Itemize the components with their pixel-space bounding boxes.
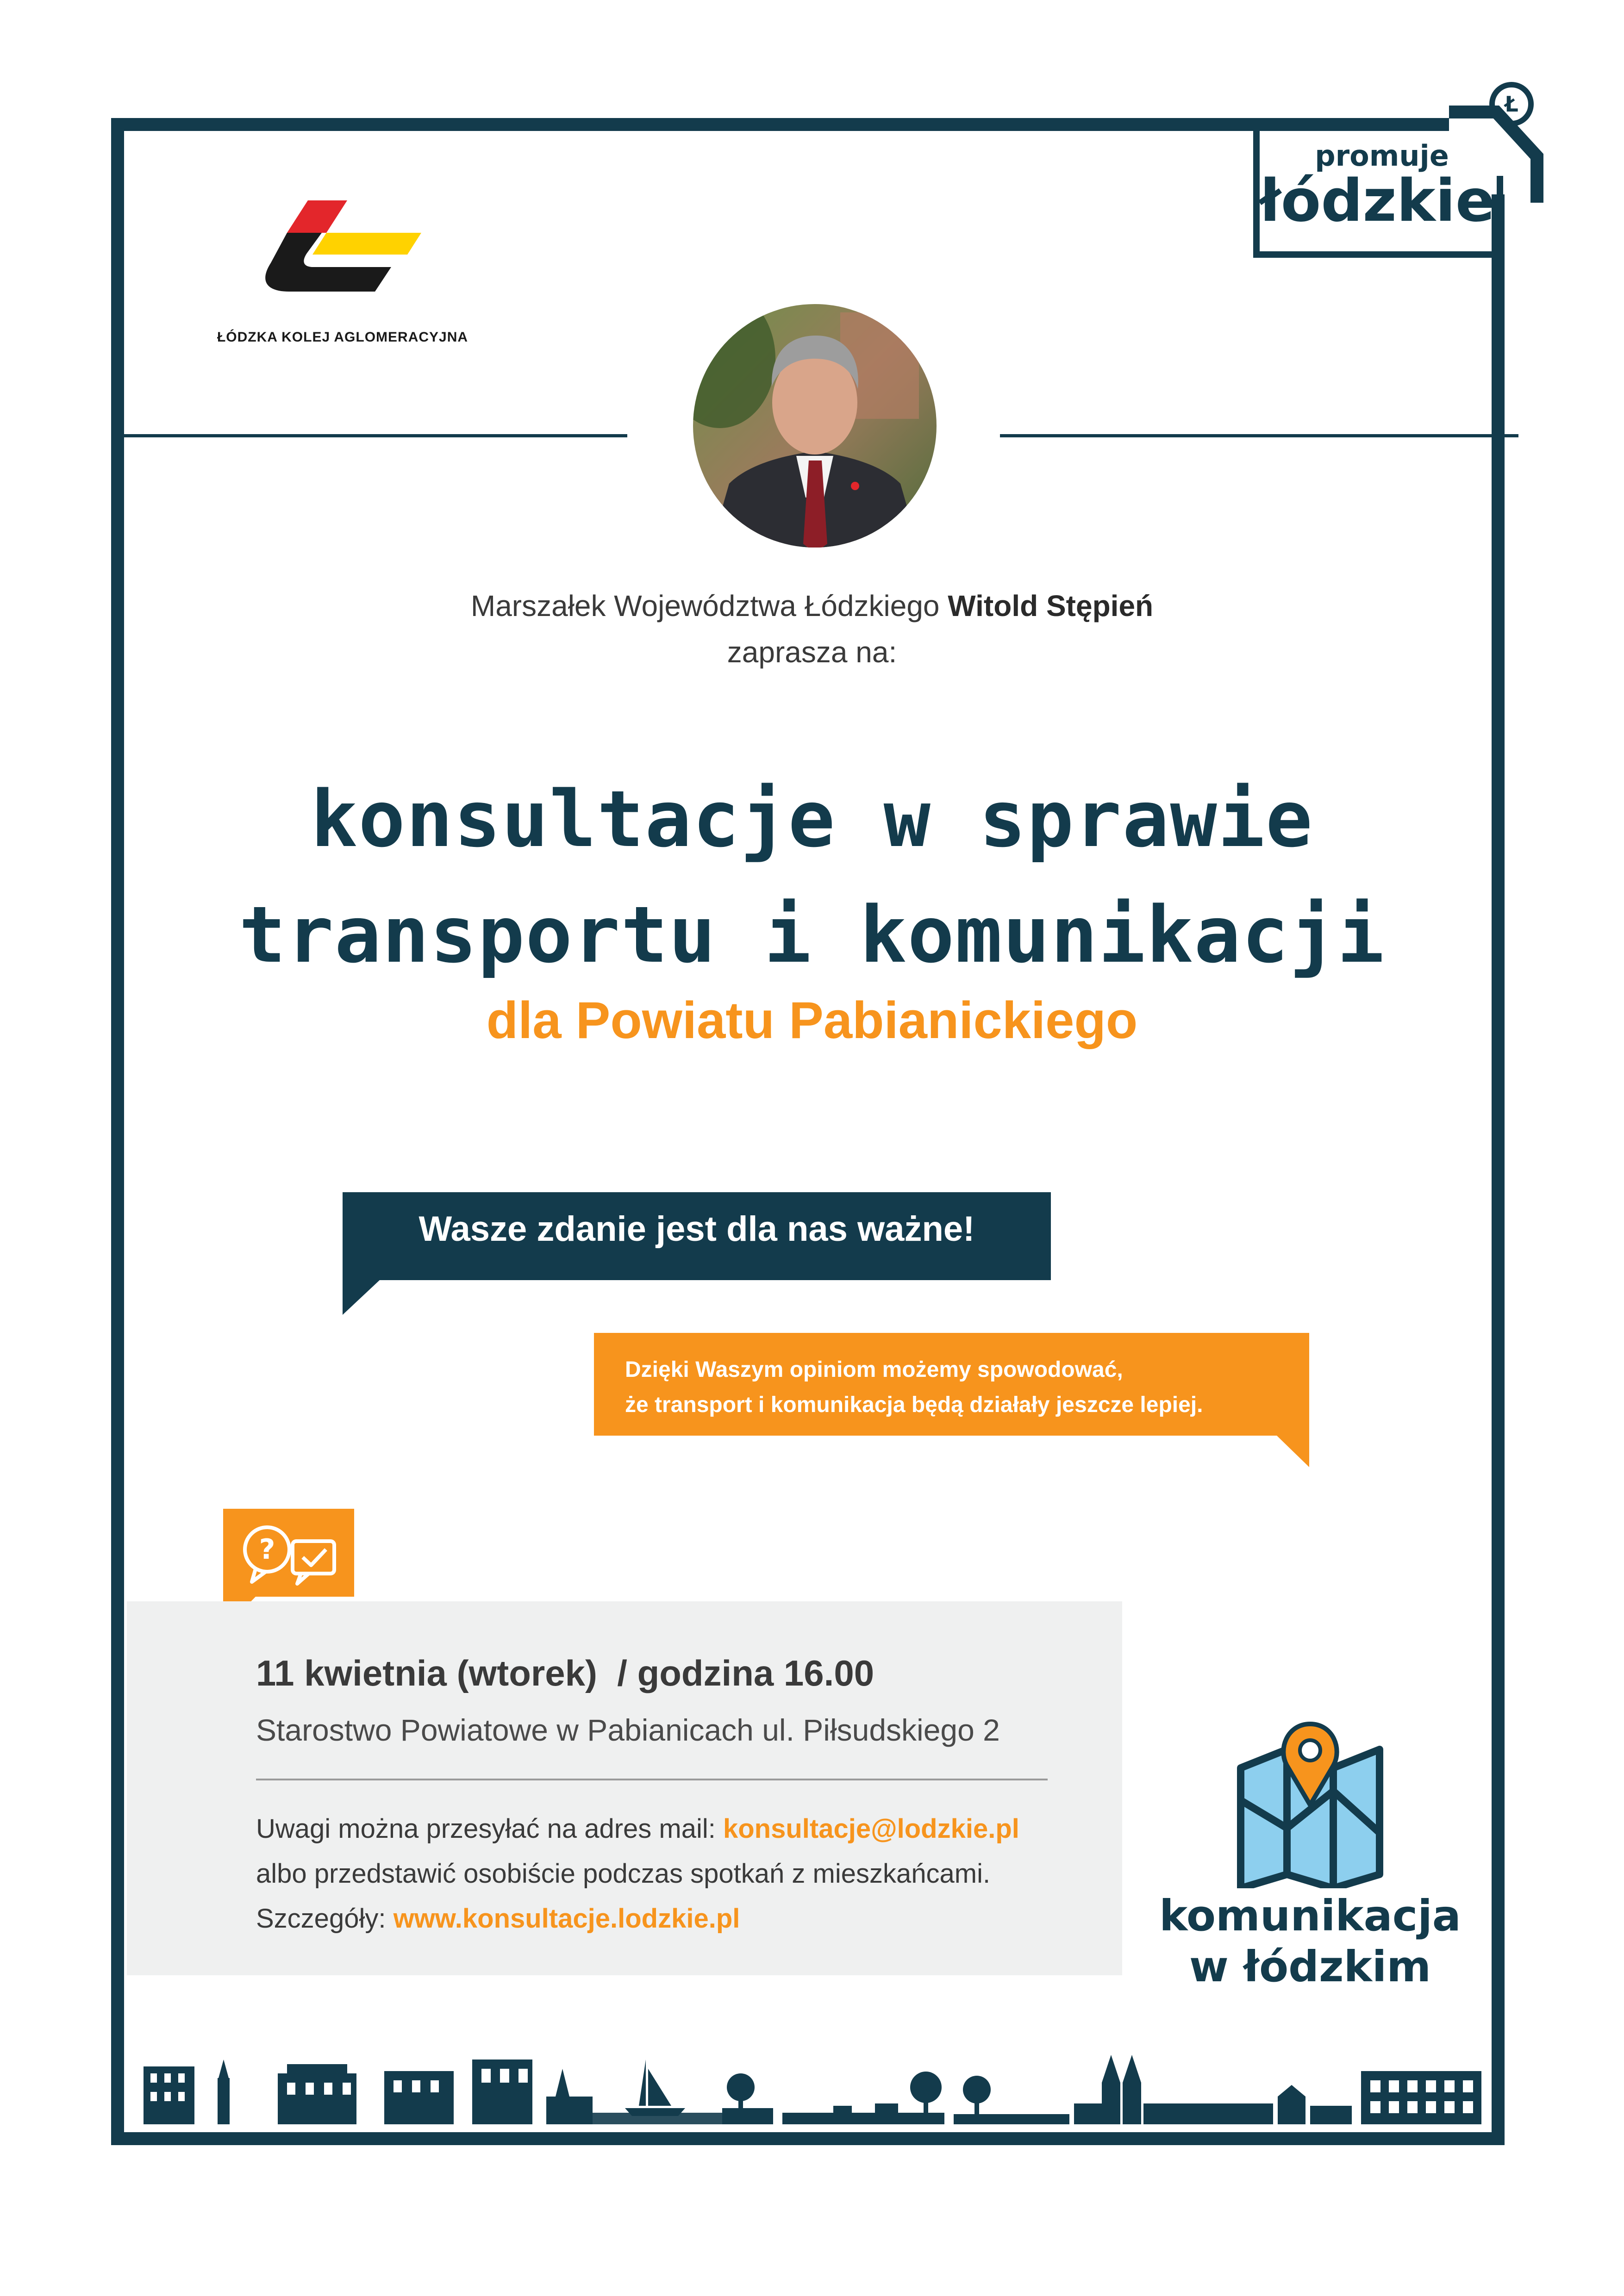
orange-bubble-text — [625, 1352, 1301, 1423]
intro-title: Marszałek Województwa Łódzkiego — [470, 589, 940, 622]
svg-text:?: ? — [259, 1533, 275, 1566]
details-line — [256, 1903, 1117, 1934]
komunikacja-line2: w łódzkim — [1189, 1942, 1431, 1991]
event-date: 11 kwietnia (wtorek) / godzina 16.00 — [256, 1653, 874, 1693]
portrait-photo — [692, 303, 937, 548]
city-skyline-icon — [139, 2027, 1491, 2134]
details-label: Szczegóły: — [256, 1904, 394, 1934]
promuje-label: promuje — [1315, 139, 1449, 173]
headline-line1: konsultacje w sprawie — [310, 774, 1314, 865]
corner-badge-icon: Ł — [1489, 82, 1534, 126]
details-url-link[interactable]: www.konsultacje.lodzkie.pl — [393, 1904, 740, 1934]
event-place: Starostwo Powiatowe w Pabianicach ul. Piłsudskiego 2 — [256, 1713, 1000, 1747]
orange-bubble-line2: że transport i komunikacja będą działały jeszcze lepiej. — [625, 1393, 1203, 1417]
divider-right — [1000, 434, 1518, 437]
map-pin-icon — [1231, 1722, 1389, 1888]
panel-divider — [256, 1779, 1048, 1780]
intro-line2: zaprasza na: — [727, 635, 897, 669]
mail-label: Uwagi można przesyłać na adres mail: — [256, 1814, 723, 1844]
intro-line1 — [349, 589, 1275, 623]
mail-line — [256, 1813, 1117, 1844]
lka-name: ŁÓDZKA KOLEJ AGLOMERACYJNA — [217, 330, 468, 345]
komunikacja-line1: komunikacja — [1159, 1891, 1461, 1941]
mail-address-link[interactable]: konsultacje@lodzkie.pl — [723, 1814, 1019, 1844]
headline-line2: transportu i komunikacji — [239, 890, 1385, 980]
intro-name: Witold Stępień — [948, 589, 1154, 622]
lka-logo-icon — [257, 197, 433, 317]
divider-left — [118, 434, 627, 437]
komunikacja-logo-text — [1157, 1891, 1463, 1992]
navy-bubble-text: Wasze zdanie jest dla nas ważne! — [418, 1209, 975, 1249]
mail-line2: albo przedstawić osobiście podczas spotkań z mieszkańcami. — [256, 1859, 991, 1889]
lodzkie-label: łódzkie — [1259, 167, 1495, 235]
headline-sub: dla Powiatu Pabianickiego — [486, 991, 1138, 1049]
orange-bubble-line1: Dzięki Waszym opiniom możemy spowodować, — [625, 1357, 1123, 1382]
